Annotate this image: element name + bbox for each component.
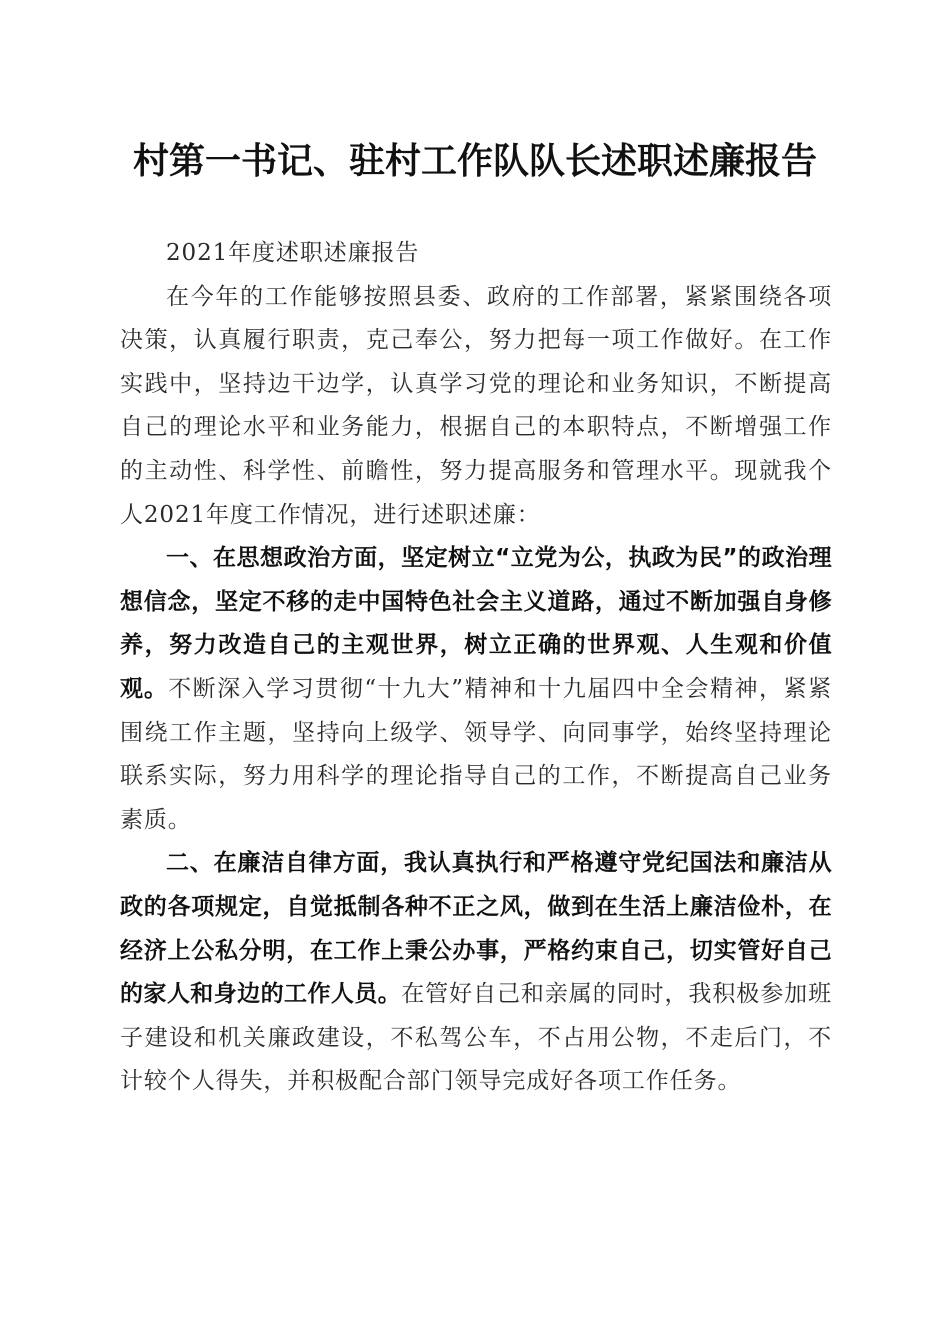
- section-integrity-paragraph: [120, 842, 832, 1104]
- section-political-paragraph: [120, 537, 832, 842]
- report-subtitle: 2021年度述职述廉报告: [166, 240, 420, 266]
- document-title: 村第一书记、驻村工作队队长述职述廉报告: [132, 140, 817, 182]
- section-integrity-body: 在管好自己和亲属的同时，我积极参加班子建设和机关廉政建设，不私驾公车，不占用公物，不走后门，不计较个人得失，并积极配合部门领导完成好各项工作任务。: [120, 981, 832, 1095]
- document-body: [120, 232, 832, 1104]
- section-political-body: 不断深入学习贯彻“十九大”精神和十九届四中全会精神，紧紧围绕工作主题，坚持向上级学、领导学、向同事学，始终坚持理论联系实际，努力用科学的理论指导自己的工作，不断提高自己业务素质。: [120, 675, 832, 833]
- intro-paragraph: 在今年的工作能够按照县委、政府的工作部署，紧紧围绕各项决策，认真履行职责，克己奉公，努力把每一项工作做好。在工作实践中，坚持边干边学，认真学习党的理论和业务知识，不断提高自己的理论水平和业务能力，根据自己的本职特点，不断增强工作的主动性、科学性、前瞻性，努力提高服务和管理水平。现就我个人2021年度工作情况，进行述职述廉：: [120, 283, 832, 528]
- section-integrity-lead: 二、在廉洁自律方面，我认真执行和严格遵守党纪国法和廉洁从政的各项规定，自觉抵制各种不正之风，做到在生活上廉洁俭朴，在经济上公私分明，在工作上秉公办事，严格约束自己，切实管好自己的家人和身边的工作人员。: [120, 850, 832, 1008]
- section-political-lead: 一、在思想政治方面，坚定树立“立党为公，执政为民”的政治理想信念，坚定不移的走中国特色社会主义道路，通过不断加强自身修养，努力改造自己的主观世界，树立正确的世界观、人生观和价值观。: [120, 545, 832, 702]
